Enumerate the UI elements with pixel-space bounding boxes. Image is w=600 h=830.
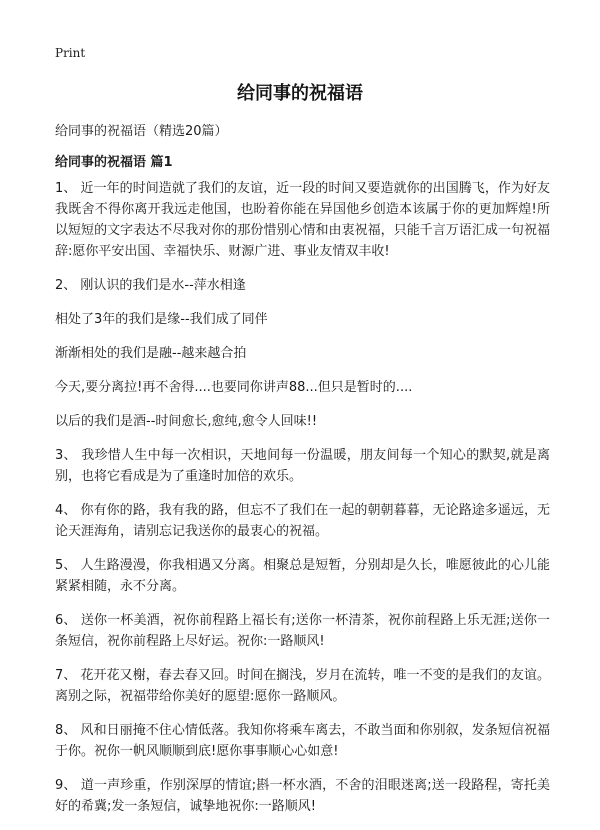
paragraph: 今天,要分离拉!再不舍得....也要同你讲声88...但只是暂时的.... [55, 380, 413, 395]
paragraph: 3、 我珍惜人生中每一次相识，天地间每一份温暖，朋友间每一个知心的默契,就是离别，也将它看成是为了重逢时加倍的欢乐。 [55, 448, 550, 484]
article-body [55, 178, 550, 830]
paragraph: 以后的我们是酒--时间愈长,愈纯,愈令人回味!! [55, 414, 318, 429]
paragraph: 相处了3年的我们是缘--我们成了同伴 [55, 312, 268, 327]
paragraph: 8、 风和日丽掩不住心情低落。我知你将乘车离去，不敢当面和你别叙，发条短信祝福于你。祝你一帆风顺顺到底!愿你事事顺心心如意! [55, 723, 550, 759]
paragraph: 7、 花开花又榭，春去春又回。时间在搁浅，岁月在流转，唯一不变的是我们的友谊。离别之际，祝福带给你美好的愿望:愿你一路顺风。 [55, 668, 550, 704]
paragraph: 9、 道一声珍重，作别深厚的情谊;斟一杯水酒，不舍的泪眼迷离;送一段路程，寄托美好的希冀;发一条短信，诚挚地祝你:一路顺风! [55, 778, 550, 814]
document-subtitle: 给同事的祝福语（精选20篇） [55, 124, 228, 139]
print-link[interactable]: Print [55, 46, 86, 60]
paragraph: 4、 你有你的路，我有我的路，但忘不了我们在一起的朝朝暮暮，无论路途多遥远，无论天涯海角，请别忘记我送你的最衷心的祝福。 [55, 503, 550, 539]
paragraph: 渐渐相处的我们是融--越来越合拍 [55, 346, 247, 361]
paragraph: 6、 送你一杯美酒，祝你前程路上福长有;送你一杯清茶，祝你前程路上乐无涯;送你一条短信，祝你前程路上尽好运。祝你:一路顺风! [55, 613, 550, 649]
paragraph: 2、 刚认识的我们是水--萍水相逢 [55, 278, 246, 293]
paragraph: 5、 人生路漫漫，你我相遇又分离。相聚总是短暂，分别却是久长，唯愿彼此的心儿能紧紧相随，永不分离。 [55, 558, 550, 594]
document-title: 给同事的祝福语 [237, 83, 363, 104]
section-heading: 给同事的祝福语 篇1 [55, 155, 173, 170]
paragraph: 1、 近一年的时间造就了我们的友谊，近一段的时间又要造就你的出国腾飞，作为好友我既舍不得你离开我远走他国，也盼着你能在异国他乡创造本该属于你的更加辉煌!所以短短的文字表达不尽我对你的那份惜别心情和由衷祝福，只能千言万语汇成一句祝福辞:愿你平安出国、幸福快乐、财源广进、事业友情双丰收! [55, 181, 550, 259]
